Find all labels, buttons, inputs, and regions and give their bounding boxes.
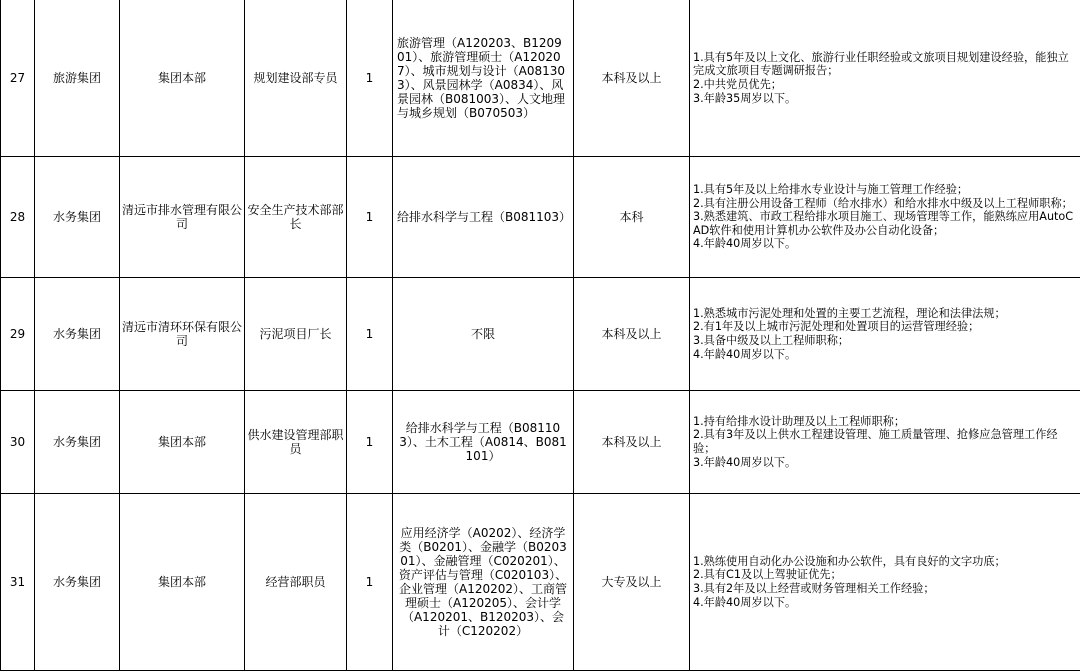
major-requirement: 应用经济学（A0202）、经济学类（B0201）、金融学（B020301）、金融管理（C020201）、资产评估与管理（C020103）、企业管理（A120202）、工商管理硕士（A120205）、会计学（A120201、B120203）、会计（C120202）	[393, 494, 574, 671]
position-name: 污泥项目厂长	[245, 278, 347, 391]
requirement-item: 3.具备中级及以上工程师职称；	[693, 334, 850, 347]
other-requirements	[690, 391, 1080, 494]
requirement-item: 2.有1年及以上城市污泥处理和处置项目的运营管理经验；	[693, 320, 980, 334]
unit-name: 集团本部	[120, 391, 245, 494]
table-row	[1, 0, 1080, 157]
group-name: 水务集团	[35, 157, 120, 278]
education-requirement: 本科及以上	[574, 278, 690, 391]
group-name: 水务集团	[35, 391, 120, 494]
unit-name: 清远市排水管理有限公司	[120, 157, 245, 278]
requirement-item: 2.具有注册公用设备工程师（给水排水）和给水排水中级及以上工程师职称；	[693, 196, 1073, 210]
requirement-item: 4.年龄40周岁以下。	[693, 347, 797, 361]
headcount: 1	[347, 494, 393, 671]
unit-name: 清远市清环环保有限公司	[120, 278, 245, 391]
education-requirement: 本科及以上	[574, 0, 690, 157]
row-number: 31	[1, 494, 35, 671]
table-row	[1, 278, 1080, 391]
requirement-item: 3.熟悉建筑、市政工程给排水项目施工、现场管理等工作，能熟练应用AutoCAD软件和使用计算机办公软件及办公自动化设备；	[693, 210, 1074, 237]
table-row	[1, 391, 1080, 494]
major-requirement: 旅游管理（A120203、B120901）、旅游管理硕士（A120207）、城市规划与设计（A081303）、风景园林学（A0834）、风景园林（B081003）、人文地理与城乡规划（B070503）	[393, 0, 574, 157]
requirement-item: 2.中共党员优先；	[693, 78, 782, 91]
position-name: 规划建设部专员	[245, 0, 347, 157]
group-name: 水务集团	[35, 494, 120, 671]
education-requirement: 本科及以上	[574, 391, 690, 494]
requirement-item: 3.年龄35周岁以下。	[693, 91, 797, 105]
requirement-item: 4.年龄40周岁以下。	[693, 595, 797, 609]
requirement-item: 1.熟悉城市污泥处理和处置的主要工艺流程，理论和法律法规；	[693, 306, 1006, 320]
education-requirement: 大专及以上	[574, 494, 690, 671]
requirement-item: 1.熟练使用自动化办公设施和办公软件，具有良好的文字功底；	[693, 554, 1006, 568]
requirement-item: 4.年龄40周岁以下。	[693, 237, 797, 251]
unit-name: 集团本部	[120, 494, 245, 671]
table-row	[1, 494, 1080, 671]
row-number: 28	[1, 157, 35, 278]
position-name: 安全生产技术部部长	[245, 157, 347, 278]
position-name: 供水建设管理部职员	[245, 391, 347, 494]
other-requirements	[690, 494, 1080, 671]
table-row	[1, 157, 1080, 278]
requirement-item: 1.具有5年及以上文化、旅游行业任职经验或文旅项目规划建设经验，能独立完成文旅项目专题调研报告；	[693, 50, 1069, 78]
other-requirements	[690, 0, 1080, 157]
major-requirement: 不限	[393, 278, 574, 391]
major-requirement: 给排水科学与工程（B081103）、土木工程（A0814、B081101）	[393, 391, 574, 494]
group-name: 旅游集团	[35, 0, 120, 157]
position-name: 经营部职员	[245, 494, 347, 671]
group-name: 水务集团	[35, 278, 120, 391]
requirement-item: 3.年龄40周岁以下。	[693, 455, 797, 469]
row-number: 29	[1, 278, 35, 391]
row-number: 30	[1, 391, 35, 494]
requirement-item: 1.持有给排水设计助理及以上工程师职称；	[693, 414, 906, 428]
requirement-item: 1.具有5年及以上给排水专业设计与施工管理工作经验；	[693, 183, 969, 197]
row-number: 27	[1, 0, 35, 157]
education-requirement: 本科	[574, 157, 690, 278]
headcount: 1	[347, 157, 393, 278]
headcount: 1	[347, 391, 393, 494]
major-requirement: 给排水科学与工程（B081103）	[393, 157, 574, 278]
other-requirements	[690, 278, 1080, 391]
requirement-item: 2.具有C1及以上驾驶证优先；	[693, 568, 842, 582]
headcount: 1	[347, 0, 393, 157]
requirement-item: 2.具有3年及以上供水工程建设管理、施工质量管理、抢修应急管理工作经验；	[693, 428, 1058, 455]
requirement-item: 3.具有2年及以上经营或财务管理相关工作经验；	[693, 582, 935, 595]
headcount: 1	[347, 278, 393, 391]
unit-name: 集团本部	[120, 0, 245, 157]
other-requirements	[690, 157, 1080, 278]
